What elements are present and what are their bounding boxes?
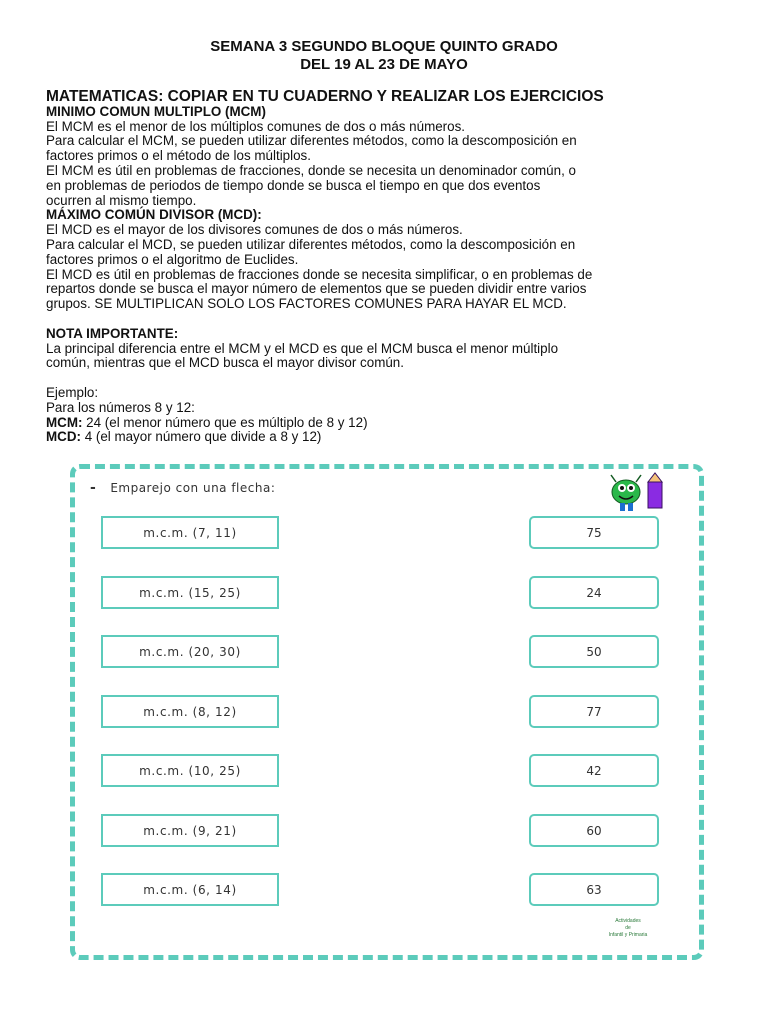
example-mcd-text: 4 (el mayor número que divide a 8 y 12) bbox=[80, 429, 322, 445]
mcd-heading: MÁXIMO COMÚN DIVISOR (MCD): bbox=[46, 207, 262, 223]
mcm-line: Para calcular el MCM, se pueden utilizar diferentes métodos, como la descomposición en bbox=[46, 133, 577, 149]
mcm-item-7[interactable]: m.c.m. (6, 14) bbox=[101, 873, 279, 906]
example-mcd-label: MCD: bbox=[46, 429, 81, 445]
mcm-heading: MINIMO COMUN MULTIPLO (MCM) bbox=[46, 103, 266, 119]
mcd-line: factores primos o el algoritmo de Euclides. bbox=[46, 251, 299, 267]
section-title: MATEMATICAS: COPIAR EN TU CUADERNO Y REALIZAR LOS EJERCICIOS bbox=[46, 88, 604, 105]
mcm-item-3[interactable]: m.c.m. (20, 30) bbox=[101, 635, 279, 668]
mcd-line: Para calcular el MCD, se pueden utilizar diferentes métodos, como la descomposición en bbox=[46, 236, 576, 252]
note-line: La principal diferencia entre el MCM y el MCD es que el MCM busca el menor múltiplo bbox=[46, 340, 559, 356]
answer-box-4[interactable]: 77 bbox=[529, 695, 659, 728]
exercise-instruction bbox=[90, 480, 275, 496]
example-mcd bbox=[46, 430, 726, 445]
mcm-item-6[interactable]: m.c.m. (9, 21) bbox=[101, 814, 279, 847]
logo-line3: Infantil y Primaria bbox=[608, 932, 648, 938]
alien-mascot-icon bbox=[602, 472, 672, 514]
mcm-line: El MCM es útil en problemas de fracciones, donde se necesita un denominador común, o bbox=[46, 162, 576, 178]
answer-box-6[interactable]: 60 bbox=[529, 814, 659, 847]
logo-line2: de bbox=[625, 925, 631, 931]
mcm-line: ocurren al mismo tiempo. bbox=[46, 192, 197, 208]
mcm-item-4[interactable]: m.c.m. (8, 12) bbox=[101, 695, 279, 728]
content-body bbox=[46, 90, 726, 445]
instruction-dash: - bbox=[90, 480, 97, 496]
answer-box-2[interactable]: 24 bbox=[529, 576, 659, 609]
mcm-item-5[interactable]: m.c.m. (10, 25) bbox=[101, 754, 279, 787]
note-line: común, mientras que el MCD busca el mayor divisor común. bbox=[46, 355, 404, 371]
mcd-line: El MCD es el mayor de los divisores comunes de dos o más números. bbox=[46, 222, 463, 238]
answer-box-3[interactable]: 50 bbox=[529, 635, 659, 668]
note-heading: NOTA IMPORTANTE: bbox=[46, 325, 179, 341]
example-mcm bbox=[46, 416, 726, 431]
mcd-line: repartos donde se busca el mayor número de elementos que se pueden dividir entre varios bbox=[46, 281, 587, 297]
example-mcm-label: MCM: bbox=[46, 414, 83, 430]
mcm-item-2[interactable]: m.c.m. (15, 25) bbox=[101, 576, 279, 609]
example-numbers: Para los números 8 y 12: bbox=[46, 399, 195, 415]
answer-box-7[interactable]: 63 bbox=[529, 873, 659, 906]
answer-box-5[interactable]: 42 bbox=[529, 754, 659, 787]
instruction-text: Emparejo con una flecha: bbox=[110, 481, 276, 495]
mcd-line: grupos. SE MULTIPLICAN SOLO LOS FACTORES COMUNES PARA HAYAR EL MCD. bbox=[46, 296, 567, 312]
logo-line1: Actividades bbox=[615, 918, 641, 924]
mcm-line: factores primos o el método de los múltiplos. bbox=[46, 148, 311, 164]
answer-box-1[interactable]: 75 bbox=[529, 516, 659, 549]
mcm-line: en problemas de periodos de tiempo donde se busca el tiempo en que dos eventos bbox=[46, 177, 541, 193]
example-mcm-text: 24 (el menor número que es múltiplo de 8 y 12) bbox=[82, 414, 368, 430]
mcd-line: El MCD es útil en problemas de fracciones donde se necesita simplificar, o en problemas de bbox=[46, 266, 593, 282]
mcm-line: El MCM es el menor de los múltiplos comunes de dos o más números. bbox=[46, 118, 466, 134]
publisher-logo bbox=[588, 918, 668, 946]
page-title-line1: SEMANA 3 SEGUNDO BLOQUE QUINTO GRADO bbox=[210, 38, 558, 55]
mcm-item-1[interactable]: m.c.m. (7, 11) bbox=[101, 516, 279, 549]
page-title-line2: DEL 19 AL 23 DE MAYO bbox=[300, 56, 468, 73]
example-label: Ejemplo: bbox=[46, 384, 99, 400]
